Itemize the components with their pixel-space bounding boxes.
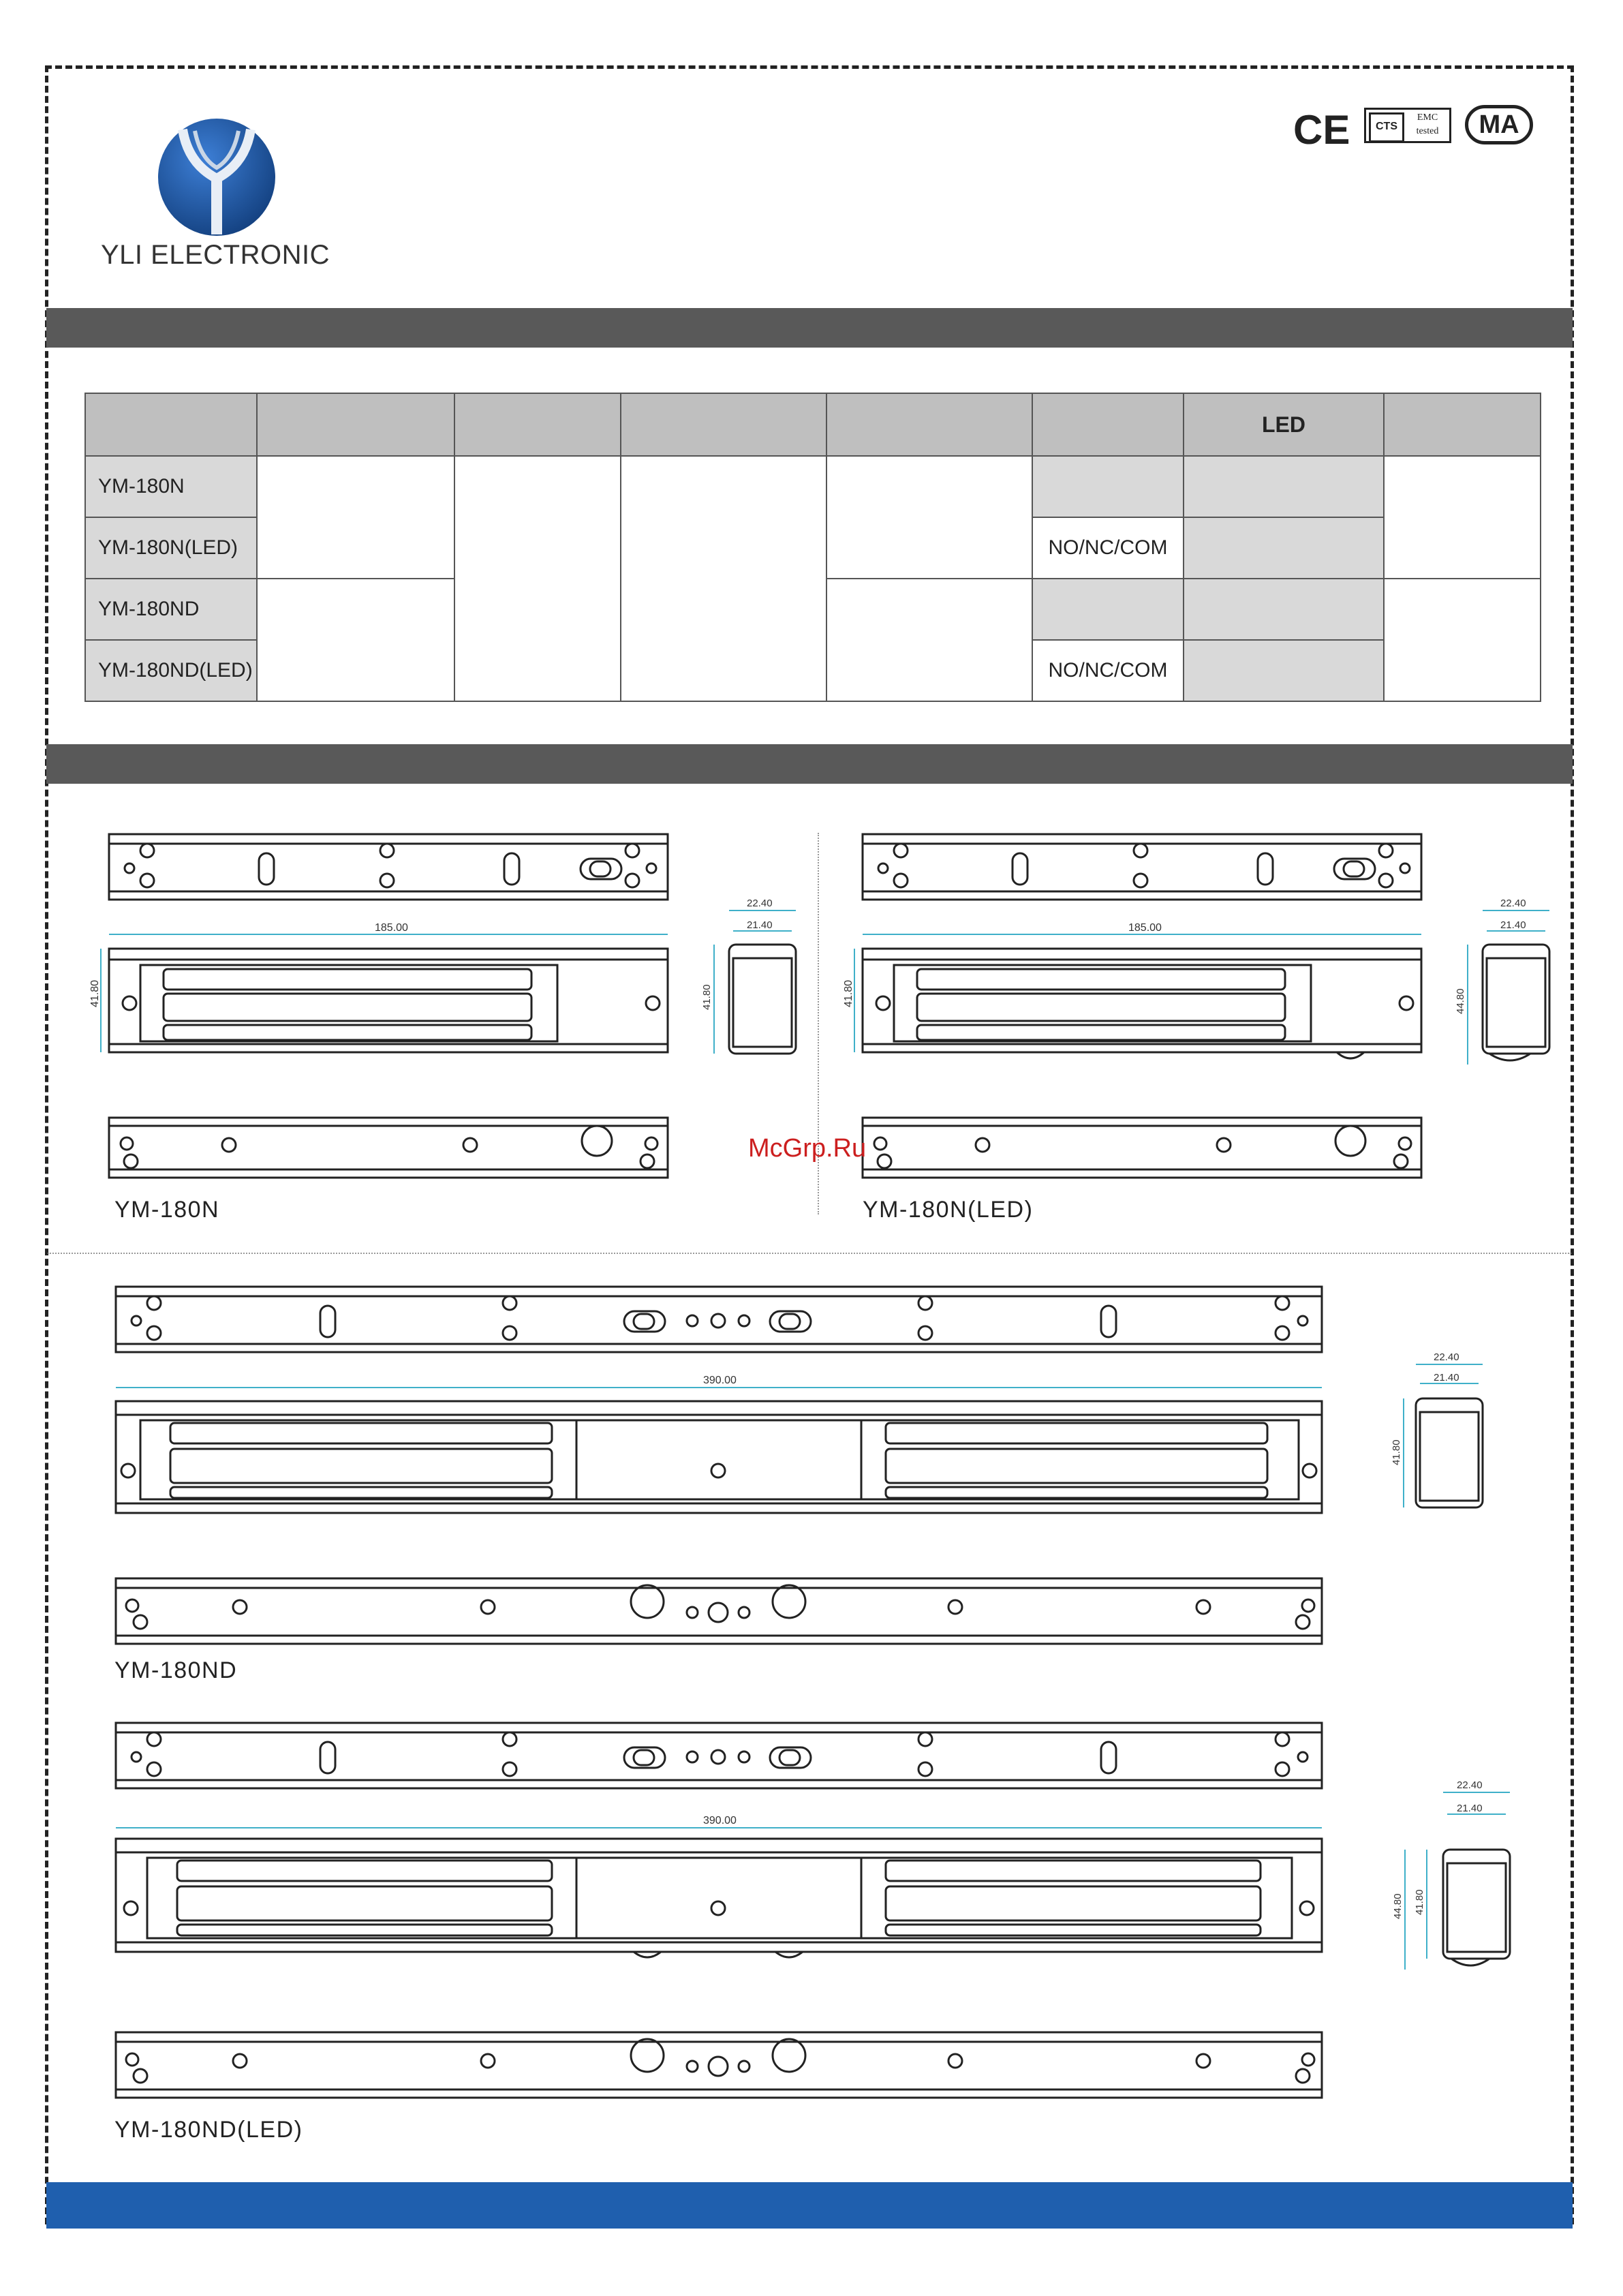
- width-inner-label: 21.40: [1457, 1803, 1483, 1814]
- spec-table: [84, 393, 1541, 702]
- emc-label: EMC tested: [1416, 112, 1439, 136]
- emc-mark: [1364, 108, 1451, 143]
- side-height-label: 44.80: [1455, 988, 1466, 1014]
- drawing-ym-180nd: [109, 1281, 1513, 1649]
- table-cell: [257, 456, 454, 579]
- front-view: [116, 1401, 1322, 1513]
- table-cell: [621, 456, 826, 701]
- height-label: 41.80: [843, 979, 854, 1007]
- width-inner-label: 21.40: [1500, 919, 1526, 931]
- width-inner-label: 21.40: [1434, 1372, 1459, 1383]
- side-height-label: 41.80: [1391, 1439, 1402, 1465]
- output-cell: [1032, 579, 1184, 640]
- table-cell: [826, 456, 1032, 579]
- drawing-caption: YM-180N: [114, 1197, 220, 1223]
- table-cell: [1384, 456, 1541, 579]
- model-cell: YM-180N(LED): [85, 517, 257, 579]
- led-cell: [1184, 640, 1384, 701]
- width-outer-label: 22.40: [1434, 1351, 1459, 1363]
- ce-mark: CE: [1293, 107, 1350, 153]
- led-cell: [1184, 517, 1384, 579]
- model-cell: YM-180ND(LED): [85, 640, 257, 701]
- side-view: [1483, 945, 1549, 1054]
- watermark: McGrp.Ru: [748, 1134, 867, 1163]
- brand-name: YLI ELECTRONIC: [101, 240, 330, 270]
- table-cell: [1384, 579, 1541, 701]
- side-height-label: 41.80: [701, 984, 713, 1010]
- output-cell: NO/NC/COM: [1032, 517, 1184, 579]
- cts-icon: CTS: [1369, 112, 1404, 142]
- footer-bar: [46, 2182, 1573, 2229]
- brand-logo: [155, 116, 278, 239]
- model-cell: YM-180ND: [85, 579, 257, 640]
- output-cell: [1032, 456, 1184, 517]
- header-cell: [85, 393, 257, 456]
- drawing-caption: YM-180ND(LED): [114, 2117, 303, 2143]
- table-cell: [826, 579, 1032, 701]
- side-height-label: 41.80: [1414, 1889, 1425, 1915]
- header-cell: [1032, 393, 1184, 456]
- table-header-row: [85, 393, 1541, 456]
- output-cell: NO/NC/COM: [1032, 640, 1184, 701]
- width-outer-label: 22.40: [747, 898, 773, 909]
- side-height-led-label: 44.80: [1392, 1893, 1404, 1919]
- length-label: 390.00: [703, 1375, 737, 1386]
- drawing-caption: YM-180N(LED): [863, 1197, 1034, 1223]
- width-inner-label: 21.40: [747, 919, 773, 931]
- led-cell: [1184, 579, 1384, 640]
- header-cell: [1384, 393, 1541, 456]
- table-cell: [257, 579, 454, 701]
- led-cell: [1184, 456, 1384, 517]
- model-cell: YM-180N: [85, 456, 257, 517]
- length-label: 185.00: [375, 922, 408, 934]
- width-outer-label: 22.40: [1500, 898, 1526, 909]
- table-cell: [454, 456, 621, 701]
- table-row: [85, 456, 1541, 517]
- side-view: [729, 945, 796, 1054]
- header-cell: [826, 393, 1032, 456]
- header-cell: [621, 393, 826, 456]
- drawing-ym-180n-led: [843, 829, 1564, 1183]
- header-cell-led: LED: [1184, 393, 1384, 456]
- length-label: 185.00: [1128, 922, 1162, 934]
- side-view: [1416, 1398, 1483, 1507]
- section-bar-specs: [46, 308, 1573, 348]
- header-cell: [454, 393, 621, 456]
- height-label: 41.80: [89, 979, 101, 1007]
- drawing-ym-180n: [89, 829, 811, 1183]
- drawing-caption: YM-180ND: [114, 1657, 238, 1683]
- header-cell: [257, 393, 454, 456]
- side-view: [1443, 1850, 1510, 1959]
- cma-mark: MA: [1465, 105, 1533, 144]
- horizontal-divider: [48, 1253, 1571, 1254]
- drawing-ym-180nd-led: [109, 1717, 1513, 2099]
- width-outer-label: 22.40: [1457, 1779, 1483, 1791]
- length-label: 390.00: [703, 1815, 737, 1826]
- section-bar-dimensions: [46, 744, 1573, 784]
